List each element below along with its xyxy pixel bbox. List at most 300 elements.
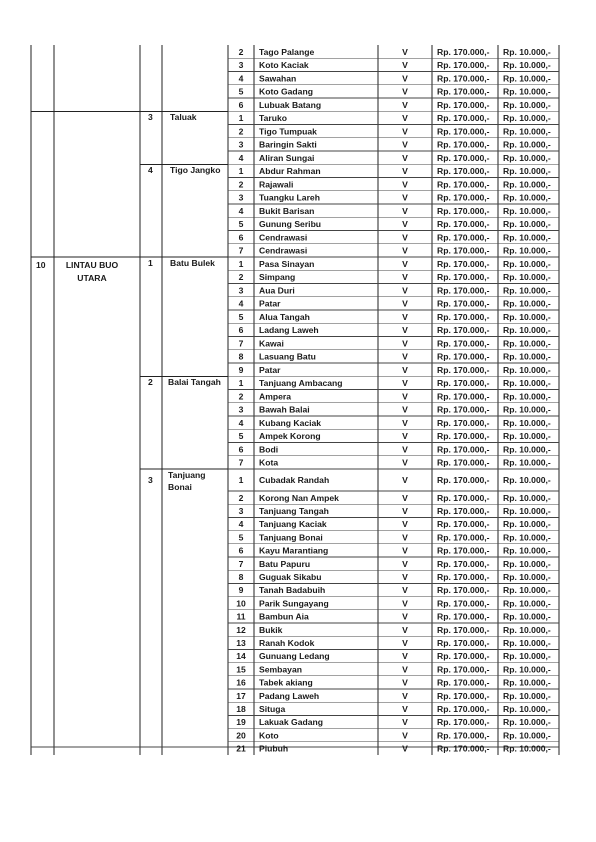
- table-row: [239, 365, 551, 375]
- table-row: [239, 378, 551, 388]
- row-number: 4: [238, 152, 244, 163]
- price-value: Rp. 170.000,-: [437, 417, 490, 428]
- fee-value: Rp. 10.000,-: [503, 558, 551, 569]
- fee-value: Rp. 10.000,-: [503, 338, 551, 349]
- row-number: 5: [238, 86, 244, 97]
- check-mark: V: [402, 704, 408, 714]
- table-row: [239, 532, 551, 542]
- row-number: 21: [236, 743, 246, 754]
- check-mark: V: [402, 664, 408, 675]
- row-number: 10: [236, 598, 246, 609]
- row-number: 16: [236, 677, 246, 688]
- check-mark: V: [402, 475, 408, 486]
- fee-value: Rp. 10.000,-: [503, 391, 551, 402]
- table-row: [239, 232, 551, 242]
- price-value: Rp. 170.000,-: [437, 179, 490, 190]
- check-mark: V: [402, 298, 408, 309]
- village-name: Cendrawasi: [259, 245, 308, 256]
- table-row: [239, 519, 551, 529]
- price-value: Rp. 170.000,-: [437, 46, 490, 57]
- check-mark: V: [402, 717, 408, 728]
- check-mark: V: [402, 532, 408, 543]
- check-mark: V: [402, 431, 408, 442]
- village-name: Guguak Sikabu: [259, 572, 322, 582]
- check-mark: V: [402, 205, 408, 216]
- table-row: [239, 219, 551, 229]
- price-value: Rp. 170.000,-: [437, 245, 490, 256]
- village-name: Bodi: [259, 444, 279, 455]
- village-name: Simpang: [259, 272, 296, 283]
- row-number: 5: [238, 532, 244, 543]
- price-value: Rp. 170.000,-: [437, 86, 490, 97]
- check-mark: V: [402, 338, 408, 349]
- table-row: [236, 612, 550, 622]
- table-row: [236, 704, 551, 714]
- price-value: Rp. 170.000,-: [437, 139, 490, 150]
- table-row: [239, 506, 551, 516]
- check-mark: V: [402, 272, 408, 283]
- fee-value: Rp. 10.000,-: [503, 431, 551, 442]
- row-number: 3: [238, 285, 244, 296]
- group-name: Balai Tangah: [168, 377, 221, 387]
- fee-value: Rp. 10.000,-: [503, 73, 551, 84]
- table-row: [239, 458, 551, 468]
- check-mark: V: [402, 351, 408, 362]
- village-name: Parik Sungayang: [259, 598, 329, 609]
- table-row: [239, 475, 551, 485]
- price-value: Rp. 170.000,-: [437, 677, 490, 688]
- check-mark: V: [402, 152, 408, 163]
- table-row: [239, 259, 551, 269]
- fee-value: Rp. 10.000,-: [503, 598, 551, 609]
- check-mark: V: [402, 585, 408, 596]
- table-row: [239, 391, 551, 401]
- fee-value: Rp. 10.000,-: [503, 219, 551, 230]
- row-number: 1: [238, 378, 244, 389]
- village-name: Sawahan: [259, 73, 297, 84]
- price-value: Rp. 170.000,-: [437, 219, 490, 230]
- table-row: [239, 325, 551, 335]
- fee-value: Rp. 10.000,-: [503, 690, 551, 701]
- fee-value: Rp. 10.000,-: [503, 585, 551, 596]
- fee-value: Rp. 10.000,-: [503, 704, 551, 714]
- table-row: [236, 598, 551, 608]
- check-mark: V: [402, 677, 408, 688]
- price-value: Rp. 170.000,-: [437, 585, 490, 596]
- district-name-line2: UTARA: [77, 273, 107, 283]
- fee-value: Rp. 10.000,-: [503, 624, 551, 635]
- price-value: Rp. 170.000,-: [437, 558, 490, 569]
- row-number: 6: [238, 232, 244, 243]
- fee-value: Rp. 10.000,-: [503, 179, 551, 190]
- village-name: Tigo Tumpuak: [259, 126, 317, 137]
- price-value: Rp. 170.000,-: [437, 457, 490, 468]
- price-value: Rp. 170.000,-: [437, 444, 490, 455]
- price-value: Rp. 170.000,-: [437, 717, 490, 728]
- row-number: 2: [238, 492, 244, 503]
- fee-value: Rp. 10.000,-: [503, 638, 551, 648]
- table-row: [239, 585, 551, 595]
- row-number: 5: [238, 311, 244, 322]
- village-name: Padang Laweh: [259, 690, 320, 701]
- row-number: 4: [238, 205, 244, 216]
- table-row: [239, 87, 551, 97]
- fee-value: Rp. 10.000,-: [503, 325, 551, 336]
- table-row: [239, 179, 551, 189]
- table-row: [236, 678, 551, 688]
- table-row: [239, 352, 551, 362]
- fee-value: Rp. 10.000,-: [503, 677, 551, 688]
- table-row: [239, 559, 551, 569]
- price-value: Rp. 170.000,-: [437, 192, 490, 203]
- row-number: 5: [238, 431, 244, 442]
- village-name: Sembayan: [259, 664, 302, 675]
- check-mark: V: [402, 99, 408, 110]
- village-name: Cendrawasi: [259, 232, 308, 243]
- check-mark: V: [402, 126, 408, 137]
- village-name: Kota: [259, 457, 279, 468]
- village-rows: [236, 47, 551, 754]
- price-value: Rp. 170.000,-: [437, 704, 490, 714]
- row-number: 3: [238, 60, 244, 71]
- price-value: Rp. 170.000,-: [437, 598, 490, 609]
- check-mark: V: [402, 364, 408, 375]
- row-number: 12: [236, 624, 246, 635]
- village-name: Alua Tangah: [259, 311, 310, 322]
- group-name: Tigo Jangko: [170, 165, 221, 175]
- table-row: [239, 73, 551, 83]
- price-value: Rp. 170.000,-: [437, 506, 490, 516]
- fee-value: Rp. 10.000,-: [503, 444, 551, 455]
- fee-value: Rp. 10.000,-: [503, 205, 551, 216]
- table-row: [239, 312, 551, 322]
- fee-value: Rp. 10.000,-: [503, 152, 551, 163]
- fee-value: Rp. 10.000,-: [503, 417, 551, 428]
- check-mark: V: [402, 444, 408, 455]
- price-value: Rp. 170.000,-: [437, 492, 490, 503]
- table-row: [239, 60, 551, 70]
- village-name: Tago Palange: [259, 46, 315, 57]
- village-name: Korong Nan Ampek: [259, 492, 339, 503]
- row-number: 5: [238, 219, 244, 230]
- price-value: Rp. 170.000,-: [437, 285, 490, 296]
- row-number: 1: [238, 258, 244, 269]
- fee-value: Rp. 10.000,-: [503, 298, 551, 309]
- check-mark: V: [402, 457, 408, 468]
- row-number: 7: [238, 558, 244, 569]
- village-name: Ranah Kodok: [259, 638, 315, 648]
- village-name: Bukik: [259, 624, 283, 635]
- village-name: Abdur Rahman: [259, 166, 321, 177]
- village-name: Gunung Seribu: [259, 219, 322, 230]
- price-value: Rp. 170.000,-: [437, 391, 490, 402]
- table-row: [239, 140, 551, 150]
- row-number: 7: [238, 338, 244, 349]
- check-mark: V: [402, 492, 408, 503]
- village-name: Batu Papuru: [259, 558, 311, 569]
- fee-value: Rp. 10.000,-: [503, 492, 551, 503]
- row-number: 8: [238, 351, 244, 362]
- village-name: Koto Kaciak: [259, 60, 309, 71]
- fee-value: Rp. 10.000,-: [503, 126, 551, 137]
- row-number: 6: [238, 545, 244, 556]
- row-number: 2: [238, 126, 244, 137]
- table-row: [239, 47, 551, 57]
- group-name: Batu Bulek: [170, 258, 215, 268]
- price-value: Rp. 170.000,-: [437, 519, 490, 530]
- village-name: Aliran Sungai: [259, 152, 315, 163]
- price-value: Rp. 170.000,-: [437, 431, 490, 442]
- row-number: 6: [238, 444, 244, 455]
- village-name: Baringin Sakti: [259, 139, 317, 150]
- village-name: Gunuang Ledang: [259, 651, 330, 662]
- table-row: [239, 100, 551, 110]
- check-mark: V: [402, 506, 408, 516]
- row-number: 6: [238, 325, 244, 336]
- village-name: Kawai: [259, 338, 284, 349]
- row-number: 19: [236, 717, 246, 728]
- fee-value: Rp. 10.000,-: [503, 192, 551, 203]
- price-value: Rp. 170.000,-: [437, 232, 490, 243]
- check-mark: V: [402, 690, 408, 701]
- village-name: Koto Gadang: [259, 86, 313, 97]
- fee-value: Rp. 10.000,-: [503, 545, 551, 556]
- row-number: 17: [236, 690, 246, 701]
- row-number: 4: [238, 298, 244, 309]
- village-name: Piubuh: [259, 743, 289, 754]
- price-value: Rp. 170.000,-: [437, 651, 490, 662]
- price-value: Rp. 170.000,-: [437, 351, 490, 362]
- fee-value: Rp. 10.000,-: [503, 139, 551, 150]
- price-value: Rp. 170.000,-: [437, 638, 490, 648]
- group-number: 2: [148, 377, 153, 387]
- check-mark: V: [402, 651, 408, 662]
- table-row: [239, 272, 551, 282]
- row-number: 1: [238, 166, 244, 177]
- check-mark: V: [402, 311, 408, 322]
- price-value: Rp. 170.000,-: [437, 364, 490, 375]
- table-row: [236, 651, 551, 661]
- table-row: [239, 405, 551, 415]
- row-number: 7: [238, 457, 244, 468]
- check-mark: V: [402, 391, 408, 402]
- table-row: [236, 664, 551, 674]
- check-mark: V: [402, 638, 408, 648]
- village-name: Ampek Korong: [259, 431, 321, 442]
- row-number: 3: [238, 506, 244, 516]
- price-value: Rp. 170.000,-: [437, 60, 490, 71]
- village-name: Tanah Badabuih: [259, 585, 326, 596]
- check-mark: V: [402, 86, 408, 97]
- group-number: 3: [148, 475, 153, 485]
- table-row: [239, 153, 551, 163]
- price-value: Rp. 170.000,-: [437, 258, 490, 269]
- row-number: 20: [236, 730, 246, 741]
- table-row: [239, 431, 551, 441]
- price-value: Rp. 170.000,-: [437, 99, 490, 110]
- price-value: Rp. 170.000,-: [437, 325, 490, 336]
- table-row: [236, 730, 551, 740]
- fee-value: Rp. 10.000,-: [503, 285, 551, 296]
- fee-value: Rp. 10.000,-: [503, 730, 551, 741]
- table-row: [239, 246, 551, 256]
- price-value: Rp. 170.000,-: [437, 730, 490, 741]
- check-mark: V: [402, 285, 408, 296]
- row-number: 3: [238, 404, 244, 415]
- check-mark: V: [402, 743, 408, 754]
- row-number: 2: [238, 272, 244, 283]
- fee-value: Rp. 10.000,-: [503, 258, 551, 269]
- group-name: Taluak: [170, 112, 197, 122]
- check-mark: V: [402, 378, 408, 389]
- price-value: Rp. 170.000,-: [437, 166, 490, 177]
- row-number: 8: [238, 572, 244, 582]
- price-value: Rp. 170.000,-: [437, 272, 490, 283]
- check-mark: V: [402, 245, 408, 256]
- table-row: [236, 625, 551, 635]
- village-name: Pasa Sinayan: [259, 258, 315, 269]
- price-value: Rp. 170.000,-: [437, 338, 490, 349]
- price-value: Rp. 170.000,-: [437, 572, 490, 582]
- check-mark: V: [402, 60, 408, 71]
- table-row: [239, 166, 551, 176]
- group-number: 3: [148, 112, 153, 122]
- row-number: 3: [238, 139, 244, 150]
- group-name-line1: Tanjuang: [168, 470, 206, 480]
- row-number: 13: [236, 638, 246, 648]
- fee-value: Rp. 10.000,-: [503, 245, 551, 256]
- row-number: 1: [238, 475, 244, 486]
- village-name: Ampera: [259, 391, 291, 402]
- price-value: Rp. 170.000,-: [437, 475, 490, 486]
- price-value: Rp. 170.000,-: [437, 113, 490, 124]
- row-number: 9: [238, 364, 244, 375]
- table-row: [239, 572, 551, 582]
- table-row: [239, 193, 551, 203]
- district-number: 10: [36, 260, 46, 270]
- check-mark: V: [402, 598, 408, 609]
- table-row: [239, 299, 551, 309]
- fee-value: Rp. 10.000,-: [503, 113, 551, 124]
- group-number: 1: [148, 258, 153, 268]
- fee-value: Rp. 10.000,-: [503, 232, 551, 243]
- check-mark: V: [402, 46, 408, 57]
- village-name: Aua Duri: [259, 285, 295, 296]
- table-row: [236, 744, 551, 754]
- village-name: Ladang Laweh: [259, 325, 319, 336]
- price-value: Rp. 170.000,-: [437, 611, 490, 622]
- fee-value: Rp. 10.000,-: [503, 475, 551, 486]
- check-mark: V: [402, 572, 408, 582]
- village-name: Koto: [259, 730, 279, 741]
- check-mark: V: [402, 404, 408, 415]
- price-value: Rp. 170.000,-: [437, 205, 490, 216]
- row-number: 9: [238, 585, 244, 596]
- row-number: 2: [238, 391, 244, 402]
- price-value: Rp. 170.000,-: [437, 73, 490, 84]
- check-mark: V: [402, 519, 408, 530]
- table-row: [239, 493, 551, 503]
- table-row: [239, 444, 551, 454]
- group-name-line2: Bonai: [168, 482, 192, 492]
- price-value: Rp. 170.000,-: [437, 298, 490, 309]
- check-mark: V: [402, 624, 408, 635]
- price-value: Rp. 170.000,-: [437, 664, 490, 675]
- price-value: Rp. 170.000,-: [437, 690, 490, 701]
- village-name: Lasuang Batu: [259, 351, 316, 362]
- village-name: Tabek akiang: [259, 677, 313, 688]
- row-number: 14: [236, 651, 246, 662]
- village-name: Bambun Aia: [259, 611, 309, 622]
- row-number: 6: [238, 99, 244, 110]
- check-mark: V: [402, 113, 408, 124]
- fee-value: Rp. 10.000,-: [503, 364, 551, 375]
- price-value: Rp. 170.000,-: [437, 152, 490, 163]
- row-number: 18: [236, 704, 246, 714]
- village-name: Tanjuang Bonai: [259, 532, 323, 543]
- village-name: Lubuak Batang: [259, 99, 322, 110]
- table-row: [239, 113, 551, 123]
- village-name: Lakuak Gadang: [259, 717, 323, 728]
- fee-value: Rp. 10.000,-: [503, 457, 551, 468]
- fee-value: Rp. 10.000,-: [503, 506, 551, 516]
- village-name: Tanjuang Ambacang: [259, 378, 343, 389]
- check-mark: V: [402, 192, 408, 203]
- village-name: Taruko: [259, 113, 288, 124]
- fee-value: Rp. 10.000,-: [503, 743, 551, 754]
- fee-value: Rp. 10.000,-: [503, 60, 551, 71]
- village-name: Patar: [259, 298, 281, 309]
- table-row: [236, 638, 551, 648]
- fee-value: Rp. 10.000,-: [503, 86, 551, 97]
- table-row: [236, 691, 551, 701]
- village-name: Kayu Marantiang: [259, 545, 329, 556]
- village-name: Patar: [259, 364, 281, 375]
- row-number: 4: [238, 519, 244, 530]
- row-number: 7: [238, 245, 244, 256]
- fee-value: Rp. 10.000,-: [503, 99, 551, 110]
- row-number: 1: [238, 113, 244, 124]
- check-mark: V: [402, 325, 408, 336]
- fee-value: Rp. 10.000,-: [503, 664, 551, 675]
- price-value: Rp. 170.000,-: [437, 743, 490, 754]
- village-name: Bawah Balai: [259, 404, 310, 415]
- fee-value: Rp. 10.000,-: [503, 532, 551, 543]
- row-number: 4: [238, 417, 244, 428]
- check-mark: V: [402, 545, 408, 556]
- check-mark: V: [402, 232, 408, 243]
- fee-value: Rp. 10.000,-: [503, 166, 551, 177]
- price-value: Rp. 170.000,-: [437, 545, 490, 556]
- check-mark: V: [402, 219, 408, 230]
- fee-value: Rp. 10.000,-: [503, 311, 551, 322]
- check-mark: V: [402, 258, 408, 269]
- table-row: [239, 206, 551, 216]
- village-name: Bukit Barisan: [259, 205, 315, 216]
- fee-value: Rp. 10.000,-: [503, 572, 551, 582]
- fee-value: Rp. 10.000,-: [503, 272, 551, 283]
- check-mark: V: [402, 730, 408, 741]
- village-name: Rajawali: [259, 179, 294, 190]
- price-value: Rp. 170.000,-: [437, 532, 490, 543]
- group-number: 4: [148, 165, 153, 175]
- price-value: Rp. 170.000,-: [437, 404, 490, 415]
- fee-value: Rp. 10.000,-: [503, 351, 551, 362]
- table-row: [236, 717, 551, 727]
- village-name: Tuangku Lareh: [259, 192, 320, 203]
- table-row: [239, 338, 551, 348]
- row-number: 2: [238, 46, 244, 57]
